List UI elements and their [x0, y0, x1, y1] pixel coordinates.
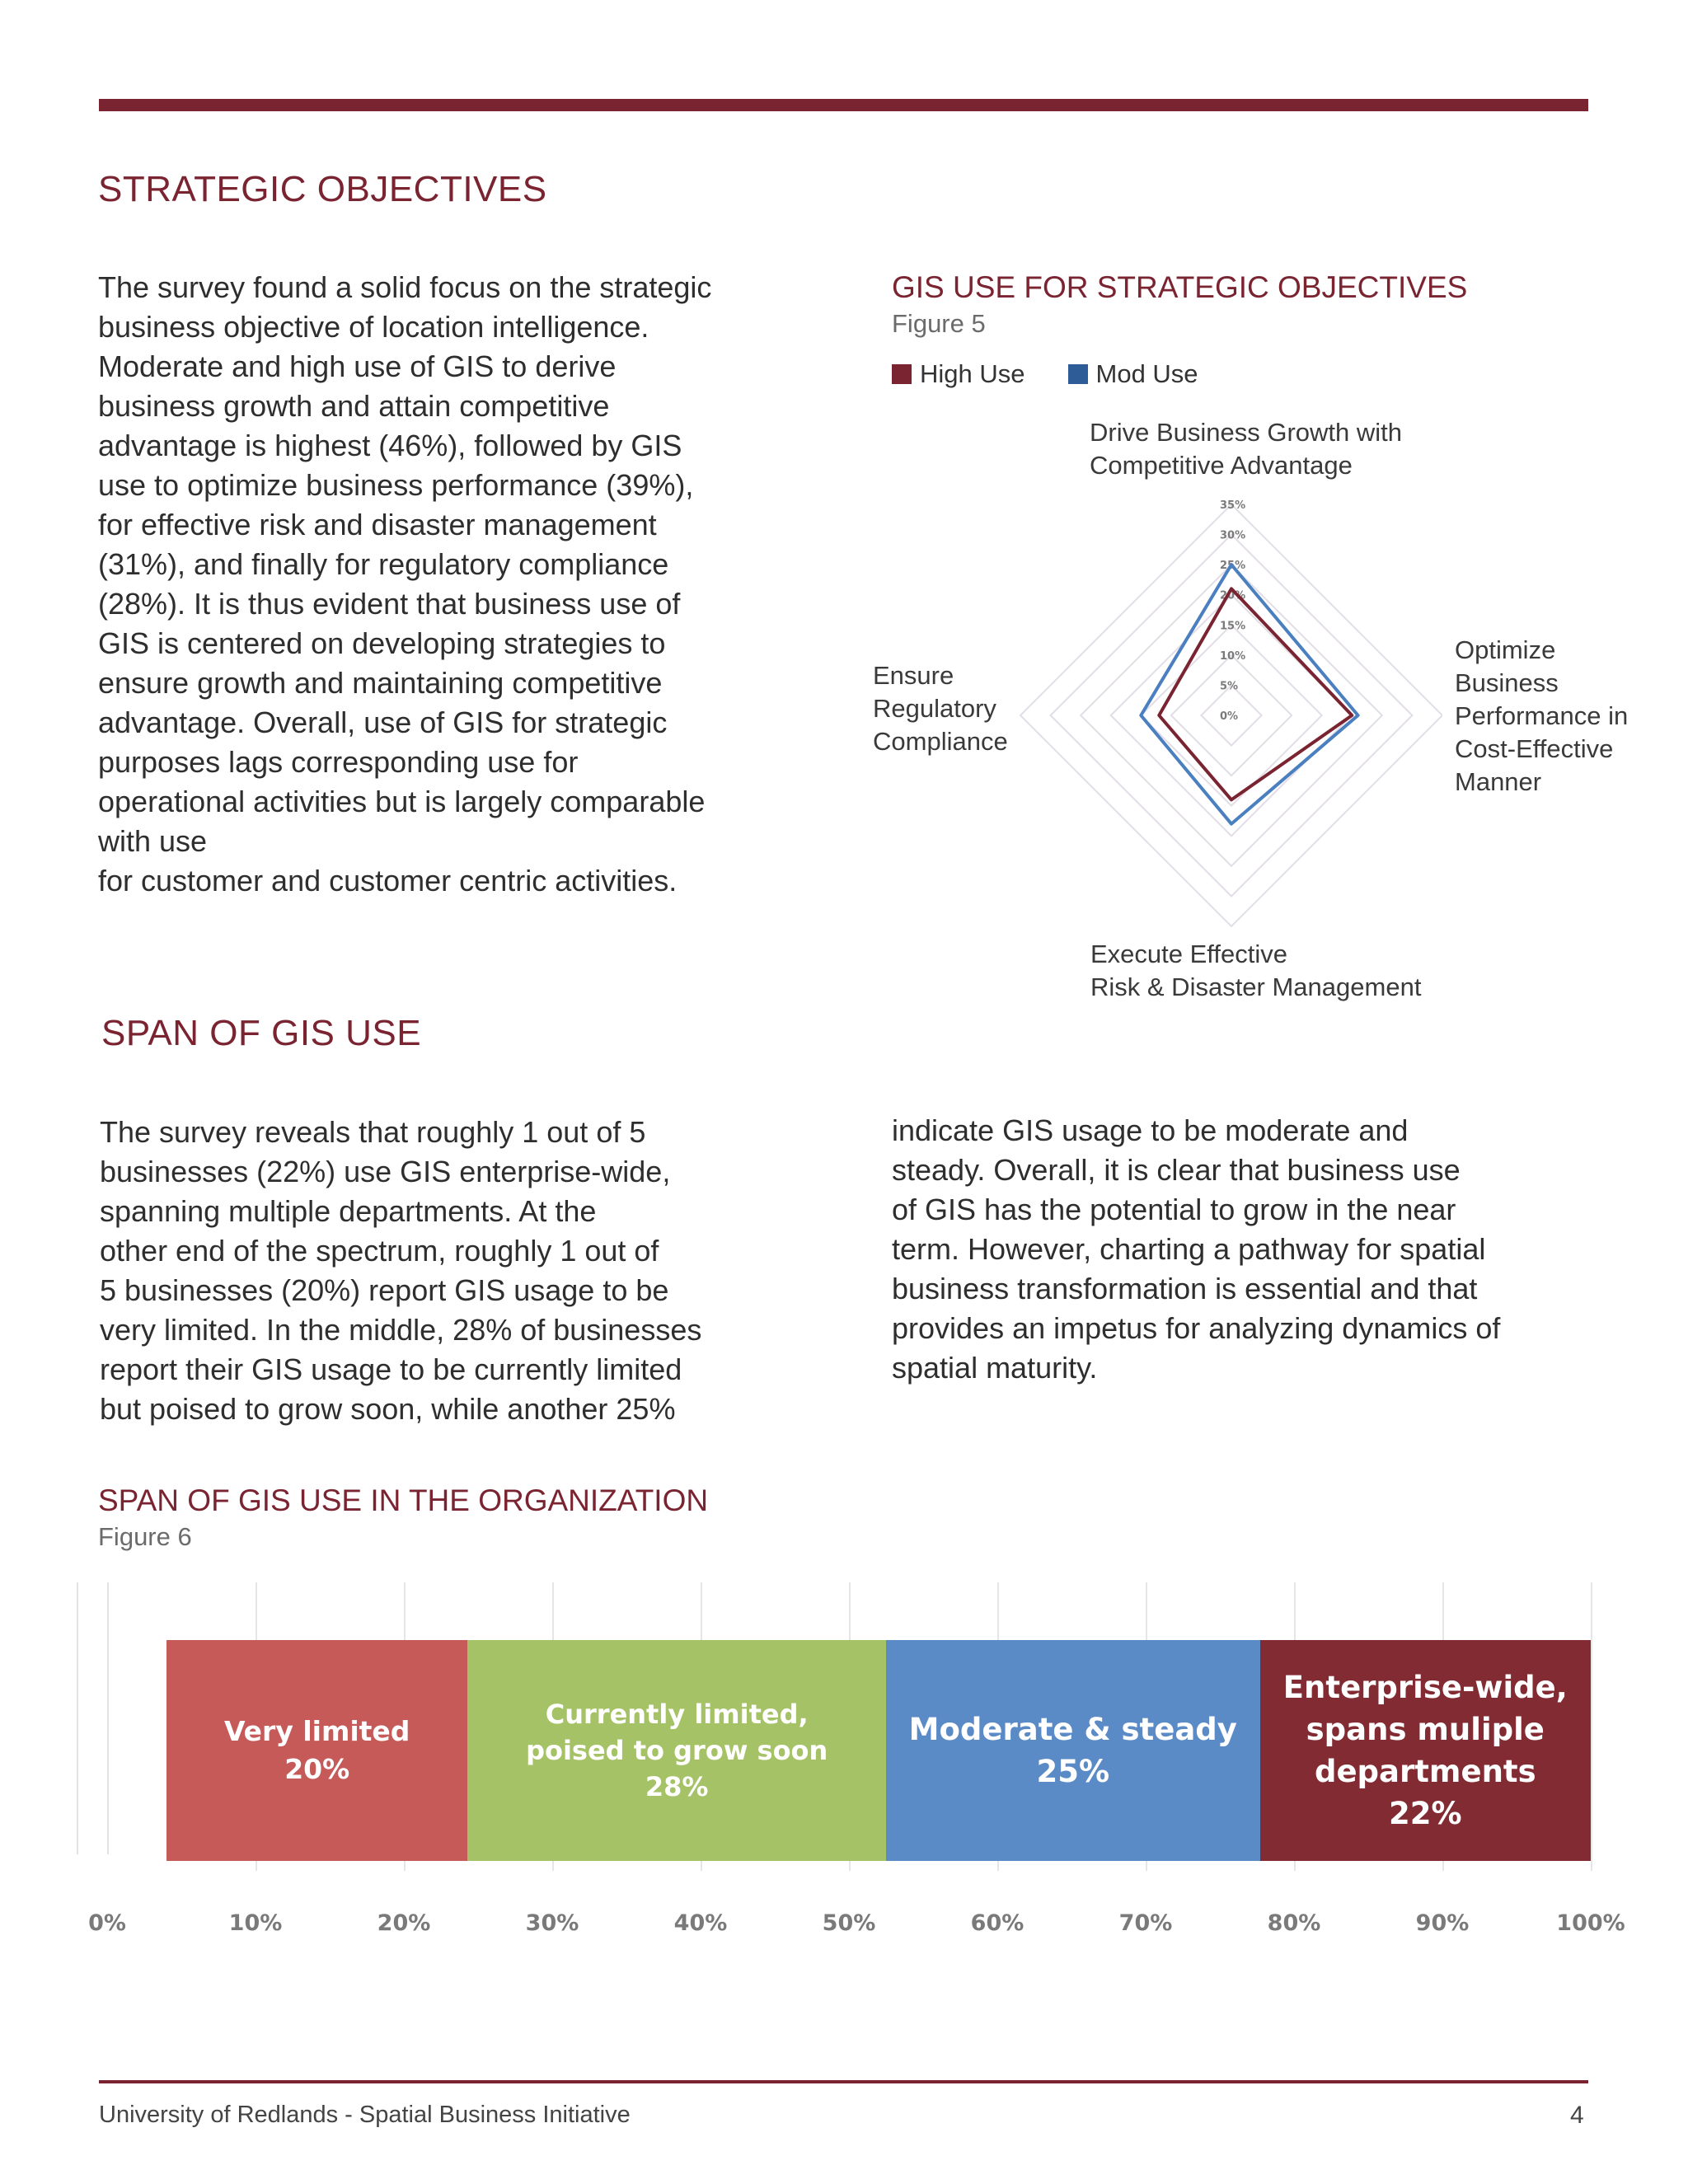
bar-gridline — [1591, 1582, 1592, 1871]
span-body-left: The survey reveals that roughly 1 out of 5 businesses (22%) use GIS enterprise-wide, spanning multiple departments. At the other end of the spectrum, roughly 1 out of 5 businesses (20%) report GIS usage to be very limited. In the middle, 28% of businesses report their GIS usage to be currently limited but poised to grow soon, while another 25% — [100, 1115, 702, 1426]
bar-segment-label: departments — [1314, 1754, 1536, 1789]
radar-series-mod-use — [1141, 565, 1357, 824]
radar-tick-label: 5% — [1220, 680, 1239, 693]
bar-x-tick-label: 50% — [822, 1910, 876, 1936]
footer-institution: University of Redlands - Spatial Business Initiative — [99, 2102, 631, 2128]
figure5-legend — [892, 359, 1241, 389]
bar-segment — [886, 1640, 1260, 1861]
legend-label-high-use: High Use — [920, 359, 1025, 388]
bar-x-tick-label: 60% — [970, 1910, 1025, 1936]
radar-chart — [948, 462, 1442, 940]
radar-axis-label-left: Ensure Regulatory Compliance — [873, 661, 1008, 756]
figure6-subtitle: Figure 6 — [98, 1522, 192, 1551]
bar-segment-label: Enterprise-wide, — [1282, 1669, 1568, 1705]
radar-tick-label: 10% — [1220, 649, 1246, 663]
bar-segment-label: 25% — [1036, 1754, 1110, 1789]
bar-x-tick-label: 80% — [1267, 1910, 1321, 1936]
legend-swatch-mod-use — [1068, 364, 1088, 384]
bar-x-tick-label: 20% — [377, 1910, 431, 1936]
heading-span-of-gis-use: SPAN OF GIS USE — [101, 1013, 422, 1053]
bar-segment-label: Very limited — [223, 1715, 410, 1748]
bar-segment-label: 28% — [645, 1771, 709, 1803]
bar-segment-label: 22% — [1389, 1796, 1462, 1832]
bar-x-tick-label: 30% — [525, 1910, 579, 1936]
legend-swatch-high-use — [892, 364, 912, 384]
figure6-title: SPAN OF GIS USE IN THE ORGANIZATION — [98, 1483, 709, 1517]
bar-x-tick-label: 0% — [88, 1910, 126, 1936]
span-body-right: indicate GIS usage to be moderate and steady. Overall, it is clear that business use of GIS has the potential to grow in the near term. However, charting a pathway for spatial business transformation is essential and that provides an impetus for analyzing dynamics of spatial maturity. — [892, 1113, 1501, 1385]
heading-strategic-objectives: STRATEGIC OBJECTIVES — [98, 169, 547, 209]
bar-segment-label: spans muliple — [1306, 1711, 1545, 1747]
radar-tick-label: 0% — [1220, 710, 1239, 723]
stacked-bar-chart — [74, 1582, 1640, 1929]
radar-series-high-use — [1159, 588, 1352, 799]
radar-tick-label: 20% — [1220, 589, 1246, 602]
bar-x-tick-label: 10% — [228, 1910, 283, 1936]
bar-axis-line — [107, 1582, 109, 1854]
bar-axis-line — [77, 1582, 78, 1854]
bar-segment — [166, 1640, 467, 1861]
legend-item-high-use — [892, 359, 1025, 389]
bar-segment-label: Moderate & steady — [908, 1711, 1237, 1747]
bar-segment — [467, 1640, 886, 1861]
bar-segment-label: Currently limited, — [545, 1698, 809, 1730]
figure5-subtitle: Figure 5 — [892, 309, 986, 338]
legend-label-mod-use: Mod Use — [1095, 359, 1198, 388]
figure5-title: GIS USE FOR STRATEGIC OBJECTIVES — [892, 270, 1468, 304]
bar-x-tick-label: 90% — [1415, 1910, 1470, 1936]
legend-item-mod-use — [1068, 359, 1198, 389]
bar-segment — [1260, 1640, 1591, 1861]
radar-axis-label-bottom: Execute Effective Risk & Disaster Management — [1090, 940, 1422, 1001]
radar-tick-label: 15% — [1220, 620, 1246, 633]
top-rule — [99, 99, 1588, 111]
page-number: 4 — [1570, 2102, 1584, 2129]
bar-x-tick-label: 70% — [1118, 1910, 1173, 1936]
radar-axis-label-top: Drive Business Growth with Competitive Advantage — [1090, 418, 1403, 480]
radar-tick-label: 25% — [1220, 560, 1246, 573]
bar-segment-label: poised to grow soon — [526, 1734, 828, 1766]
bar-segment-label: 20% — [284, 1753, 350, 1785]
radar-axis-label-right: Optimize Business Performance in Cost-Effective Manner — [1455, 635, 1629, 796]
bar-x-tick-label: 40% — [673, 1910, 728, 1936]
strategic-objectives-body: The survey found a solid focus on the strategic business objective of location intelligence. Moderate and high use of GIS to derive business growth and attain competitive advantage is highest (46%), followed by GIS use to optimize business performance (39%), for effective risk and disaster management (31%), and finally for regulatory compliance (28%). It is thus evident that business use of GIS is centered on developing strategies to ensure growth and maintaining competitive advantage. Overall, use of GIS for strategic purposes lags corresponding use for operational activities but is largely comparable with use for customer and customer centric activities. — [98, 270, 712, 898]
radar-tick-label: 30% — [1220, 529, 1246, 542]
footer-rule — [99, 2080, 1588, 2083]
bar-x-tick-label: 100% — [1556, 1910, 1625, 1936]
radar-tick-label: 35% — [1220, 499, 1246, 512]
